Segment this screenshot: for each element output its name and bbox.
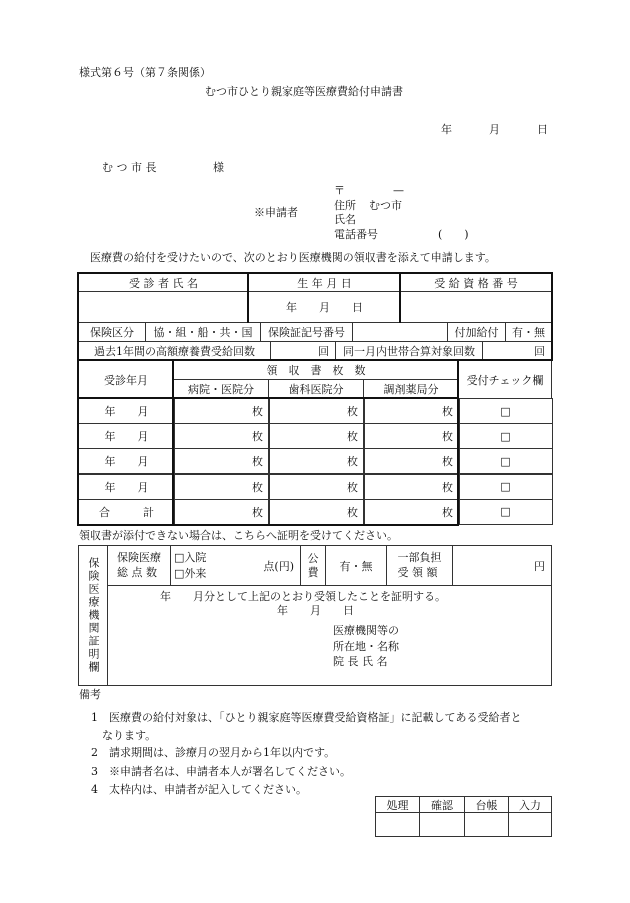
insurance-type-options[interactable]: 協・組・船・共・国: [145, 322, 261, 342]
certification-date: 年 月 日: [277, 604, 354, 617]
dental-column-header: 歯科医院分: [268, 379, 364, 399]
points-unit: 点(円): [263, 559, 294, 573]
high-cost-label: 過去1年間の高額療養費受給回数: [78, 341, 271, 361]
times-unit: 回: [318, 345, 329, 358]
page-title: むつ市ひとり親家庭等医療費給付申請書: [205, 85, 403, 98]
receipt-count-cell[interactable]: 枚: [268, 398, 365, 424]
insurance-card-label: 保険証記号番号: [260, 322, 353, 342]
addressee-sama: 様: [213, 161, 224, 174]
high-cost-field[interactable]: [270, 341, 336, 361]
receipt-count-cell[interactable]: 枚: [173, 423, 270, 449]
insurance-type-label: 保険区分: [78, 322, 146, 342]
office-header-confirm: 確認: [419, 796, 465, 813]
receipt-count-cell[interactable]: 枚: [363, 474, 460, 500]
check-box-cell[interactable]: □: [458, 448, 553, 474]
times-unit: 回: [534, 345, 545, 358]
institution-line: 医療機関等の: [333, 624, 399, 637]
visit-month-header: 受診年月: [78, 360, 174, 399]
hospital-column-header: 病院・医院分: [173, 379, 269, 399]
applicant-label: ※申請者: [254, 206, 298, 219]
insurance-card-field[interactable]: [352, 322, 448, 342]
check-box-cell[interactable]: □: [458, 474, 553, 500]
receipt-count-cell[interactable]: 枚: [173, 499, 270, 525]
office-header-ledger: 台帳: [464, 796, 509, 813]
inpatient-checkbox[interactable]: □入院: [174, 551, 207, 565]
receipt-count-cell[interactable]: 枚: [363, 398, 460, 424]
certification-side-label: 保険医療機関証明欄: [78, 545, 108, 686]
postal-mark: 〒: [334, 184, 345, 197]
visit-month-cell[interactable]: 年 月: [78, 448, 175, 474]
remark-item: なります。: [91, 729, 157, 742]
public-expense-options[interactable]: 有・無: [325, 545, 387, 586]
additional-benefit-label: 付加給付: [447, 322, 506, 342]
receipt-count-cell[interactable]: 枚: [268, 499, 365, 525]
institution-line: 所在地・名称: [333, 640, 399, 653]
check-box-cell[interactable]: □: [458, 398, 553, 424]
certification-note: 領収書が添付できない場合は、こちらへ証明を受けてください。: [79, 529, 398, 542]
intro-text: 医療費の給付を受けたいので、次のとおり医療機関の領収書を添えて申請します。: [90, 251, 496, 264]
remark-item: 2 請求期間は、診療月の翌月から1年以内です。: [91, 746, 336, 759]
office-cell: [375, 812, 420, 837]
office-cell: [419, 812, 465, 837]
date-day: 日: [537, 123, 548, 136]
addressee: む つ 市 長: [102, 161, 157, 174]
office-header-input: 入力: [508, 796, 552, 813]
check-column-header: 受付チェック欄: [458, 360, 552, 399]
total-points-label: 保険医療 総 点 数: [107, 545, 171, 586]
yen-unit: 円: [534, 559, 545, 573]
visit-month-cell[interactable]: 年 月: [78, 474, 175, 500]
office-cell: [464, 812, 509, 837]
certification-statement: 年 月分として上記のとおり受領したことを証明する。: [160, 590, 446, 603]
patient-name-field[interactable]: [78, 291, 249, 323]
pharmacy-column-header: 調剤薬局分: [363, 379, 459, 399]
household-label: 同一月内世帯合算対象回数: [335, 341, 483, 361]
qualification-number-field[interactable]: [400, 291, 552, 323]
receipt-count-cell[interactable]: 枚: [173, 474, 270, 500]
copay-field[interactable]: [452, 545, 552, 586]
public-expense-label: 公 費: [300, 545, 326, 586]
birth-date-field[interactable]: [248, 291, 401, 323]
address-city: むつ市: [369, 199, 402, 212]
remark-item: 4 太枠内は、申請者が記入してください。: [91, 783, 307, 796]
receipt-count-cell[interactable]: 枚: [363, 423, 460, 449]
receipt-count-cell[interactable]: 枚: [363, 448, 460, 474]
form-number: 様式第６号（第７条関係）: [79, 66, 211, 79]
name-label: 氏名: [334, 213, 356, 226]
birth-date-value: 年 月 日: [286, 301, 363, 314]
phone-parens: ( ): [438, 228, 469, 241]
visit-month-cell[interactable]: 年 月: [78, 398, 175, 424]
total-points-field[interactable]: [170, 545, 301, 586]
check-box-cell[interactable]: □: [458, 423, 553, 449]
receipt-count-cell[interactable]: 枚: [173, 448, 270, 474]
birth-date-header: 生 年 月 日: [248, 273, 401, 292]
check-box-cell[interactable]: □: [458, 499, 553, 525]
date-year: 年: [441, 123, 452, 136]
visit-month-cell[interactable]: 年 月: [78, 423, 175, 449]
additional-benefit-options[interactable]: 有・無: [505, 322, 552, 342]
patient-name-header: 受 診 者 氏 名: [78, 273, 249, 292]
remark-item: 3 ※申請者名は、申請者本人が署名してください。: [91, 765, 351, 778]
address-label: 住所: [334, 199, 356, 212]
household-field[interactable]: [482, 341, 552, 361]
visit-month-cell[interactable]: 合 計: [78, 499, 175, 525]
receipt-count-cell[interactable]: 枚: [363, 499, 460, 525]
postal-dash: —: [393, 184, 404, 197]
receipt-count-cell[interactable]: 枚: [173, 398, 270, 424]
phone-label: 電話番号: [334, 228, 378, 241]
outpatient-checkbox[interactable]: □外来: [174, 566, 207, 580]
institution-line: 院 長 氏 名: [333, 655, 388, 668]
receipt-count-cell[interactable]: 枚: [268, 448, 365, 474]
qualification-number-header: 受 給 資 格 番 号: [400, 273, 552, 292]
office-cell: [508, 812, 552, 837]
copay-label: 一部負担 受 領 額: [386, 545, 453, 586]
remark-item: 1 医療費の給付対象は、「ひとり親家庭等医療費受給資格証」に記載してある受給者と: [91, 711, 522, 724]
remarks-title: 備考: [79, 688, 101, 701]
receipt-count-header: 領 収 書 枚 数: [173, 360, 459, 380]
receipt-count-cell[interactable]: 枚: [268, 423, 365, 449]
office-header-processing: 処理: [375, 796, 420, 813]
date-month: 月: [489, 123, 500, 136]
receipt-count-cell[interactable]: 枚: [268, 474, 365, 500]
